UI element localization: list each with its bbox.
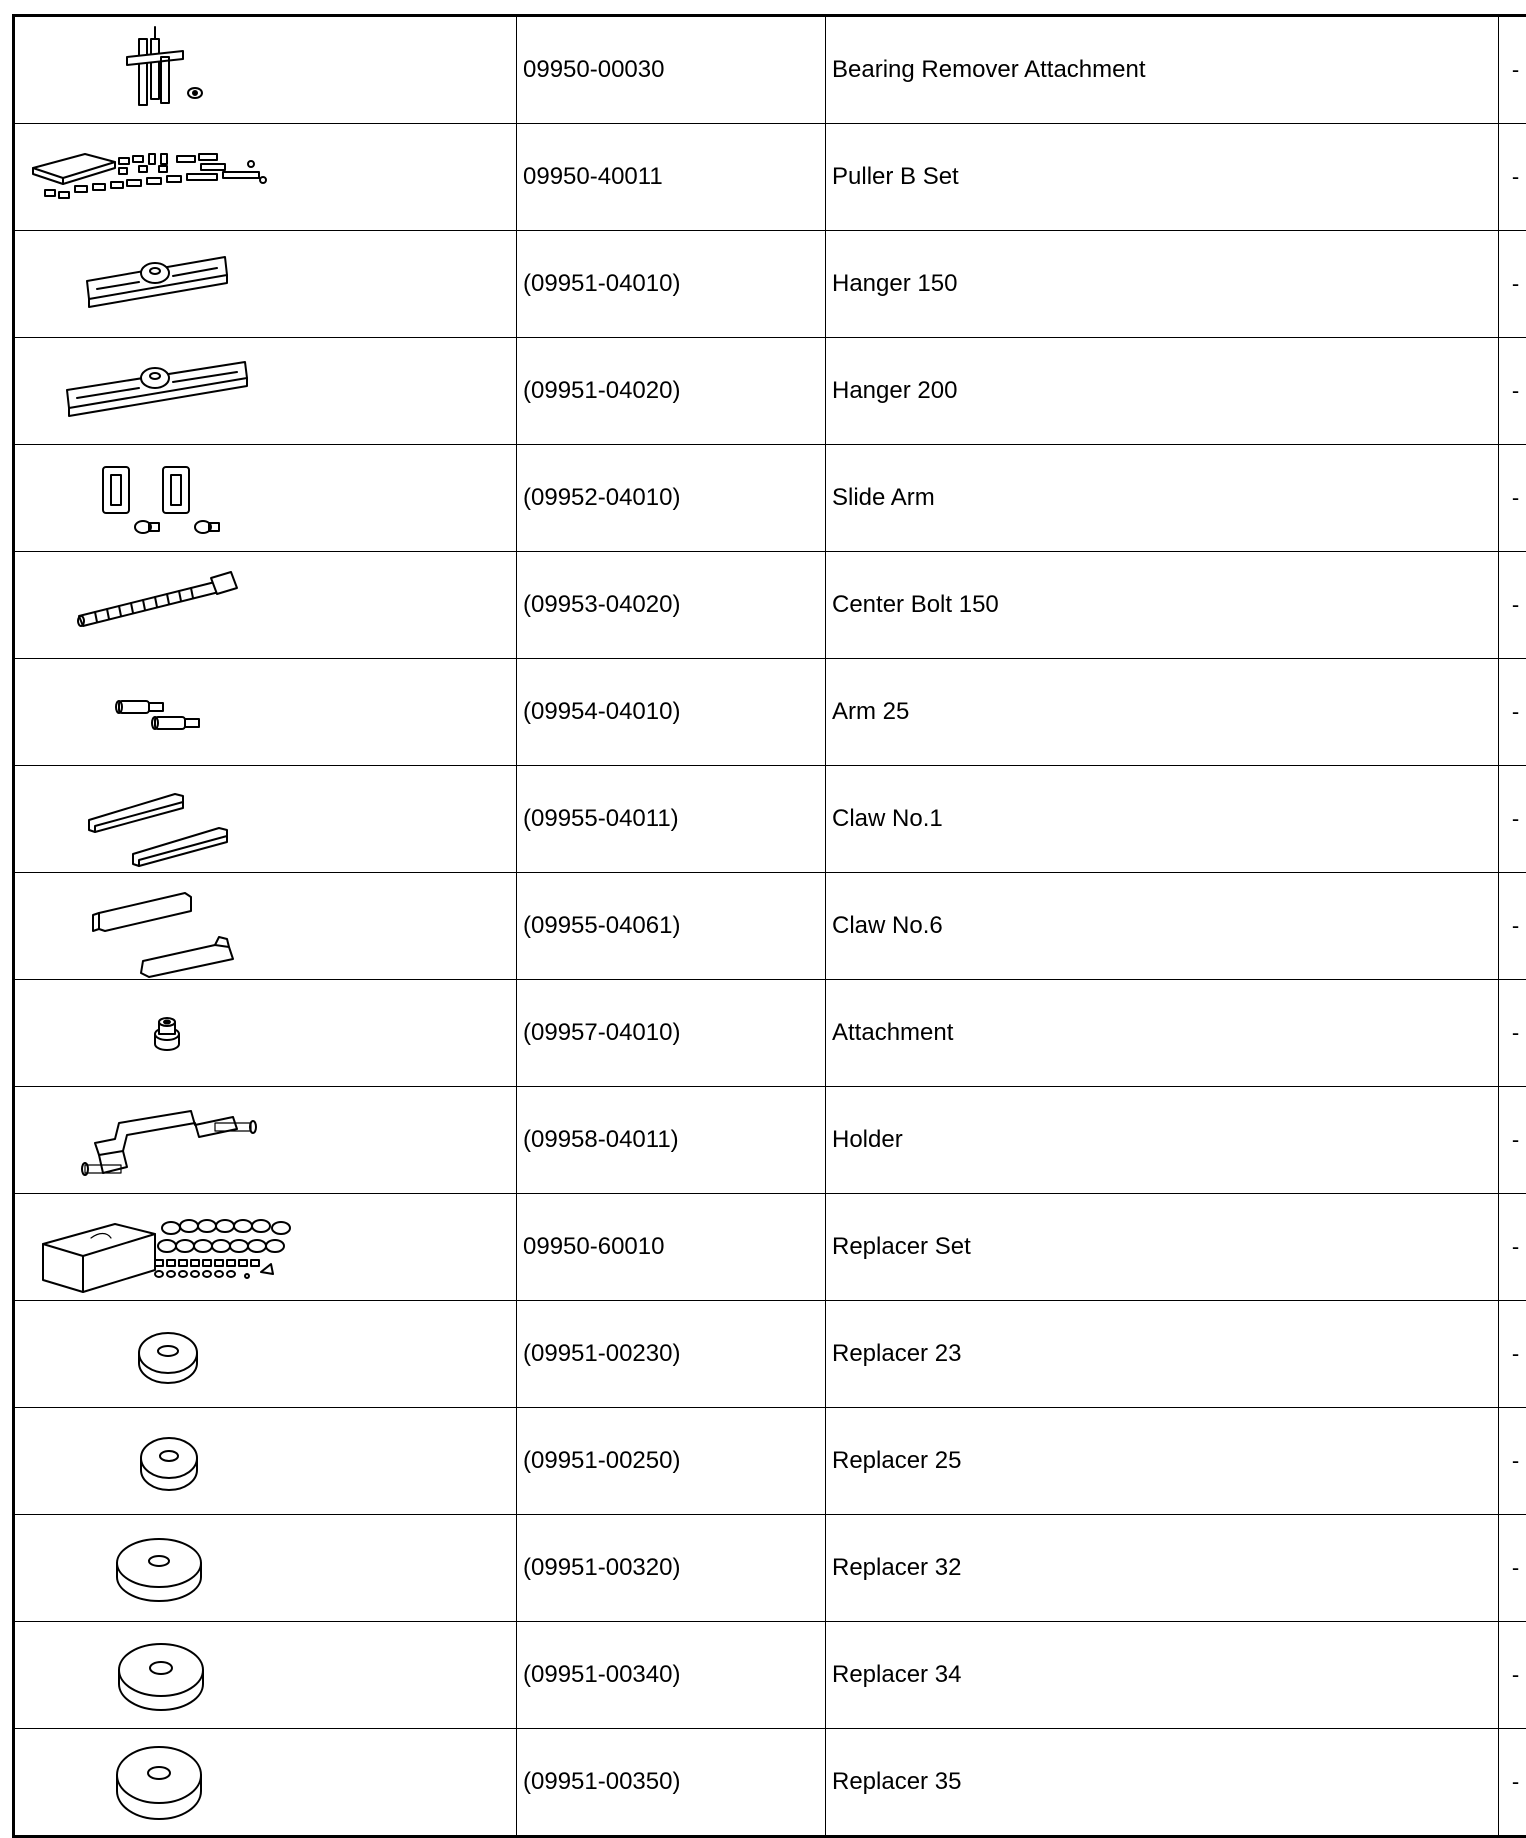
part-number: (09951-00350) bbox=[517, 1729, 826, 1837]
table-row bbox=[14, 1408, 1526, 1515]
table-row bbox=[14, 659, 1526, 766]
part-description: Center Bolt 150 bbox=[826, 552, 1499, 659]
illustration-cell bbox=[14, 231, 517, 338]
part-number: (09951-00250) bbox=[517, 1408, 826, 1515]
part-description: Claw No.6 bbox=[826, 873, 1499, 980]
illustration-cell bbox=[14, 1515, 517, 1622]
part-note: - bbox=[1499, 1729, 1526, 1837]
illustration-cell bbox=[14, 766, 517, 873]
replacer-ring-icon bbox=[15, 1301, 516, 1407]
part-description: Replacer Set bbox=[826, 1194, 1499, 1301]
hanger-long-icon bbox=[15, 338, 516, 444]
part-number: 09950-00030 bbox=[517, 16, 826, 124]
part-note: - bbox=[1499, 659, 1526, 766]
part-description: Arm 25 bbox=[826, 659, 1499, 766]
part-number: (09954-04010) bbox=[517, 659, 826, 766]
illustration-cell bbox=[14, 338, 517, 445]
tool-table bbox=[12, 14, 1526, 1838]
part-note: - bbox=[1499, 16, 1526, 124]
replacer-ring-icon bbox=[15, 1408, 516, 1514]
part-description: Puller B Set bbox=[826, 124, 1499, 231]
part-description: Hanger 200 bbox=[826, 338, 1499, 445]
part-number: (09951-00320) bbox=[517, 1515, 826, 1622]
part-description: Replacer 34 bbox=[826, 1622, 1499, 1729]
illustration-cell bbox=[14, 1408, 517, 1515]
table-row bbox=[14, 124, 1526, 231]
part-note: - bbox=[1499, 1194, 1526, 1301]
part-number: (09951-00230) bbox=[517, 1301, 826, 1408]
table-row bbox=[14, 445, 1526, 552]
illustration-cell bbox=[14, 445, 517, 552]
illustration-cell bbox=[14, 1194, 517, 1301]
part-number: (09957-04010) bbox=[517, 980, 826, 1087]
illustration-cell bbox=[14, 1301, 517, 1408]
illustration-cell bbox=[14, 552, 517, 659]
illustration-cell bbox=[14, 1729, 517, 1837]
part-description: Replacer 35 bbox=[826, 1729, 1499, 1837]
table-row bbox=[14, 766, 1526, 873]
part-description: Claw No.1 bbox=[826, 766, 1499, 873]
attachment-icon bbox=[15, 980, 516, 1086]
part-note: - bbox=[1499, 124, 1526, 231]
table-row bbox=[14, 552, 1526, 659]
illustration-cell bbox=[14, 124, 517, 231]
hanger-icon bbox=[15, 231, 516, 337]
table-row bbox=[14, 1622, 1526, 1729]
table-row bbox=[14, 1194, 1526, 1301]
center-bolt-icon bbox=[15, 552, 516, 658]
part-number: (09951-04010) bbox=[517, 231, 826, 338]
illustration-cell bbox=[14, 659, 517, 766]
part-description: Holder bbox=[826, 1087, 1499, 1194]
part-note: - bbox=[1499, 338, 1526, 445]
illustration-cell bbox=[14, 1087, 517, 1194]
holder-icon bbox=[15, 1087, 516, 1193]
part-note: - bbox=[1499, 1408, 1526, 1515]
part-note: - bbox=[1499, 1087, 1526, 1194]
part-note: - bbox=[1499, 445, 1526, 552]
part-note: - bbox=[1499, 1301, 1526, 1408]
part-description: Hanger 150 bbox=[826, 231, 1499, 338]
part-note: - bbox=[1499, 1515, 1526, 1622]
part-number: (09951-00340) bbox=[517, 1622, 826, 1729]
puller-set-icon bbox=[15, 124, 516, 230]
table-row bbox=[14, 980, 1526, 1087]
table-row bbox=[14, 1515, 1526, 1622]
table-row bbox=[14, 873, 1526, 980]
part-description: Attachment bbox=[826, 980, 1499, 1087]
part-number: (09955-04011) bbox=[517, 766, 826, 873]
part-number: (09953-04020) bbox=[517, 552, 826, 659]
replacer-ring-icon bbox=[15, 1622, 516, 1728]
table-row bbox=[14, 1087, 1526, 1194]
part-description: Slide Arm bbox=[826, 445, 1499, 552]
part-number: (09951-04020) bbox=[517, 338, 826, 445]
part-description: Bearing Remover Attachment bbox=[826, 16, 1499, 124]
claw-icon bbox=[15, 766, 516, 872]
bearing-remover-icon bbox=[15, 17, 516, 123]
replacer-set-icon bbox=[15, 1194, 516, 1300]
part-number: 09950-60010 bbox=[517, 1194, 826, 1301]
part-note: - bbox=[1499, 980, 1526, 1087]
slide-arm-icon bbox=[15, 445, 516, 551]
part-note: - bbox=[1499, 1622, 1526, 1729]
table-row bbox=[14, 231, 1526, 338]
part-note: - bbox=[1499, 552, 1526, 659]
claw-hooked-icon bbox=[15, 873, 516, 979]
illustration-cell bbox=[14, 873, 517, 980]
illustration-cell bbox=[14, 980, 517, 1087]
part-number: 09950-40011 bbox=[517, 124, 826, 231]
part-number: (09955-04061) bbox=[517, 873, 826, 980]
part-description: Replacer 23 bbox=[826, 1301, 1499, 1408]
replacer-ring-icon bbox=[15, 1515, 516, 1621]
part-number: (09958-04011) bbox=[517, 1087, 826, 1194]
arm-icon bbox=[15, 659, 516, 765]
part-description: Replacer 25 bbox=[826, 1408, 1499, 1515]
illustration-cell bbox=[14, 1622, 517, 1729]
table-row bbox=[14, 1301, 1526, 1408]
table-row bbox=[14, 1729, 1526, 1837]
part-note: - bbox=[1499, 766, 1526, 873]
part-number: (09952-04010) bbox=[517, 445, 826, 552]
table-row bbox=[14, 16, 1526, 124]
table-row bbox=[14, 338, 1526, 445]
part-note: - bbox=[1499, 873, 1526, 980]
illustration-cell bbox=[14, 16, 517, 124]
part-description: Replacer 32 bbox=[826, 1515, 1499, 1622]
replacer-ring-icon bbox=[15, 1729, 516, 1835]
part-note: - bbox=[1499, 231, 1526, 338]
